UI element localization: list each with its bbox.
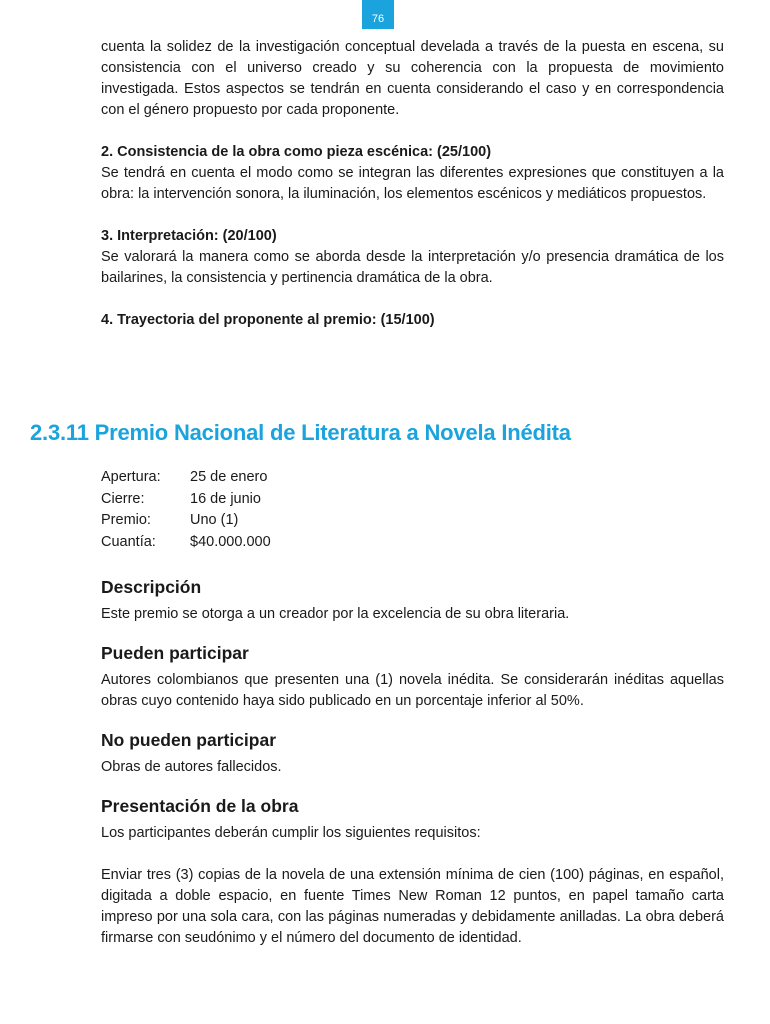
descripcion-text: Este premio se otorga a un creador por la excelencia de su obra literaria.: [101, 606, 570, 622]
section-body: [101, 575, 724, 965]
info-label: Premio:: [101, 512, 151, 528]
criteria-block: [101, 37, 724, 331]
info-row-apertura: [101, 467, 271, 489]
descripcion-heading: Descripción: [101, 577, 202, 597]
criterion-3-text: Se valorará la manera como se aborda desde la interpretación y/o presencia dramática de los bailarines, la consistencia y pertinencia dramática de la obra.: [101, 249, 724, 286]
pueden-participar-text: Autores colombianos que presenten una (1) novela inédita. Se considerarán inéditas aquellas obras cuyo contenido haya sido publicado en un porcentaje inferior al 50%.: [101, 672, 724, 709]
section-heading: 2.3.11 Premio Nacional de Literatura a Novela Inédita: [30, 420, 571, 445]
info-label: Cuantía:: [101, 533, 156, 550]
info-value: Uno (1): [190, 512, 239, 528]
intro-paragraph: cuenta la solidez de la investigación conceptual develada a través de la puesta en escena, su consistencia con el universo creado y su coherencia con la propuesta de movimiento investigada. Estos aspectos se tendrán en cuenta considerando el caso y en correspondencia con el género propuesto por cada proponente.: [101, 39, 724, 118]
info-value: 25 de enero: [190, 469, 268, 485]
info-value: $40.000.000: [190, 533, 271, 550]
criterion-2-title: 2. Consistencia de la obra como pieza escénica: (25/100): [101, 144, 492, 160]
info-value: 16 de junio: [190, 490, 261, 507]
pueden-participar-heading: Pueden participar: [101, 643, 249, 663]
presentacion-text: Los participantes deberán cumplir los siguientes requisitos:: [101, 825, 481, 841]
descripcion-block: [101, 575, 724, 625]
prize-info-list: [101, 467, 271, 553]
info-label: Cierre:: [101, 490, 145, 507]
info-row-cierre: [101, 489, 271, 511]
presentacion-block: [101, 794, 724, 949]
info-row-premio: [101, 510, 271, 532]
no-pueden-participar-heading: No pueden participar: [101, 730, 277, 750]
pueden-participar-block: [101, 641, 724, 712]
info-row-cuantia: [101, 532, 271, 554]
criterion-3-title: 3. Interpretación: (20/100): [101, 228, 277, 244]
criterion-2-text: Se tendrá en cuenta el modo como se integran las diferentes expresiones que constituyen a la obra: la intervención sonora, la iluminación, los elementos escénicos y mediáticos propuestos.: [101, 165, 724, 202]
no-pueden-participar-block: [101, 728, 724, 778]
info-label: Apertura:: [101, 469, 161, 485]
presentacion-requirement: Enviar tres (3) copias de la novela de una extensión mínima de cien (100) páginas, en español, digitada a doble espacio, en fuente Times New Roman 12 puntos, en papel tamaño carta impreso por una sola cara, con las páginas numeradas y debidamente anilladas. La obra deberá firmarse con seudónimo y el número del documento de identidad.: [101, 867, 724, 946]
no-pueden-participar-text: Obras de autores fallecidos.: [101, 759, 282, 775]
page-number: 76: [362, 0, 394, 29]
presentacion-heading: Presentación de la obra: [101, 796, 299, 816]
criterion-4-title: 4. Trayectoria del proponente al premio: (15/100): [101, 312, 435, 328]
